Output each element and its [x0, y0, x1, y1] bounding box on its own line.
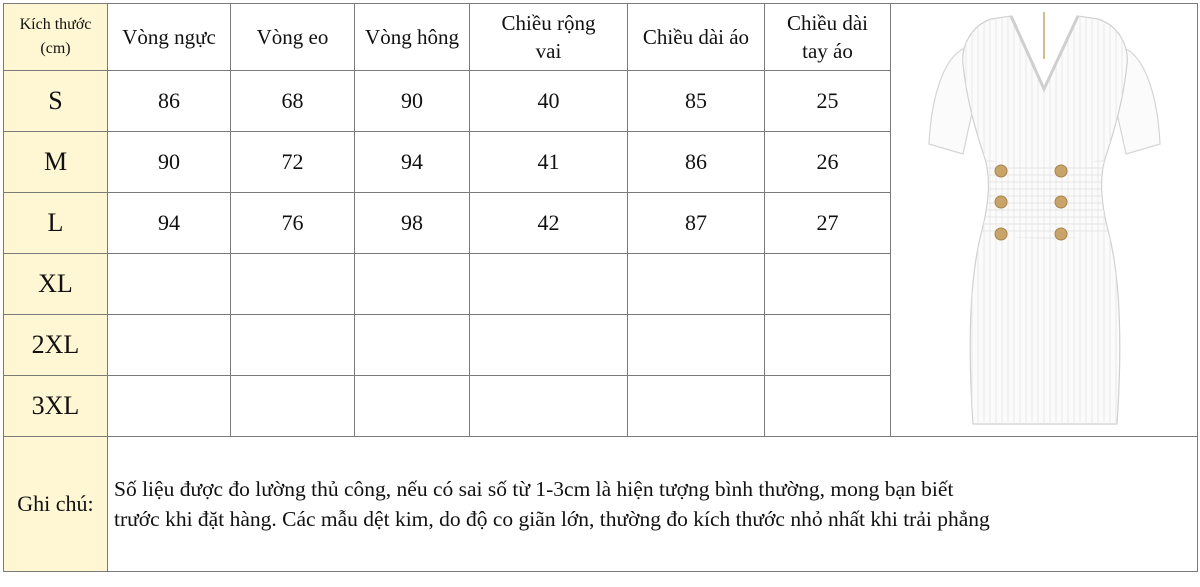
size-label: L	[4, 193, 108, 254]
table-cell: 90	[108, 132, 231, 193]
note-row	[4, 437, 1198, 572]
table-cell	[355, 315, 470, 376]
table-cell: 87	[628, 193, 765, 254]
table-cell	[231, 376, 355, 437]
table-cell	[628, 254, 765, 315]
size-label: XL	[4, 254, 108, 315]
corner-header-line: (cm)	[40, 40, 71, 57]
column-header-length: Chiều dài áo	[628, 4, 765, 71]
table-cell: 25	[765, 71, 891, 132]
column-header-hip: Vòng hông	[355, 4, 470, 71]
dress-image	[891, 4, 1198, 437]
header-row	[4, 4, 1198, 71]
table-cell	[628, 376, 765, 437]
table-cell: 40	[470, 71, 628, 132]
size-label: 2XL	[4, 315, 108, 376]
table-cell: 42	[470, 193, 628, 254]
table-cell: 90	[355, 71, 470, 132]
table-cell: 86	[108, 71, 231, 132]
corner-header	[4, 4, 108, 71]
column-header-chest: Vòng ngực	[108, 4, 231, 71]
table-cell	[765, 315, 891, 376]
note-line: trước khi đặt hàng. Các mẫu dệt kim, do độ co giãn lớn, thường đo kích thước nhỏ nhất khi trải phẳng	[114, 507, 990, 531]
table-cell	[108, 254, 231, 315]
size-table	[3, 3, 1198, 572]
table-cell	[355, 254, 470, 315]
table-cell: 68	[231, 71, 355, 132]
column-header-sleeve: Chiều dài tay áo	[765, 4, 891, 71]
column-header-waist: Vòng eo	[231, 4, 355, 71]
note-line: Số liệu được đo lường thủ công, nếu có sai số từ 1-3cm là hiện tượng bình thường, mong bạn biết	[114, 477, 954, 501]
corner-header-line: Kích thước	[19, 16, 92, 33]
table-cell	[108, 315, 231, 376]
table-cell	[470, 376, 628, 437]
table-cell: 76	[231, 193, 355, 254]
table-cell	[628, 315, 765, 376]
table-cell: 26	[765, 132, 891, 193]
table-cell: 94	[108, 193, 231, 254]
table-cell: 98	[355, 193, 470, 254]
size-label: 3XL	[4, 376, 108, 437]
table-cell	[470, 315, 628, 376]
dress-illustration	[891, 4, 1198, 437]
table-cell: 86	[628, 132, 765, 193]
size-label: S	[4, 71, 108, 132]
table-cell: 72	[231, 132, 355, 193]
column-header-shoulder: Chiều rộng vai	[470, 4, 628, 71]
note-label: Ghi chú:	[4, 437, 108, 572]
table-cell	[470, 254, 628, 315]
table-cell: 27	[765, 193, 891, 254]
note-text	[108, 437, 1198, 572]
table-cell	[231, 254, 355, 315]
table-cell	[765, 254, 891, 315]
table-cell: 41	[470, 132, 628, 193]
table-cell: 85	[628, 71, 765, 132]
size-label: M	[4, 132, 108, 193]
table-cell	[355, 376, 470, 437]
table-cell	[765, 376, 891, 437]
table-cell: 94	[355, 132, 470, 193]
table-cell	[231, 315, 355, 376]
table-cell	[108, 376, 231, 437]
